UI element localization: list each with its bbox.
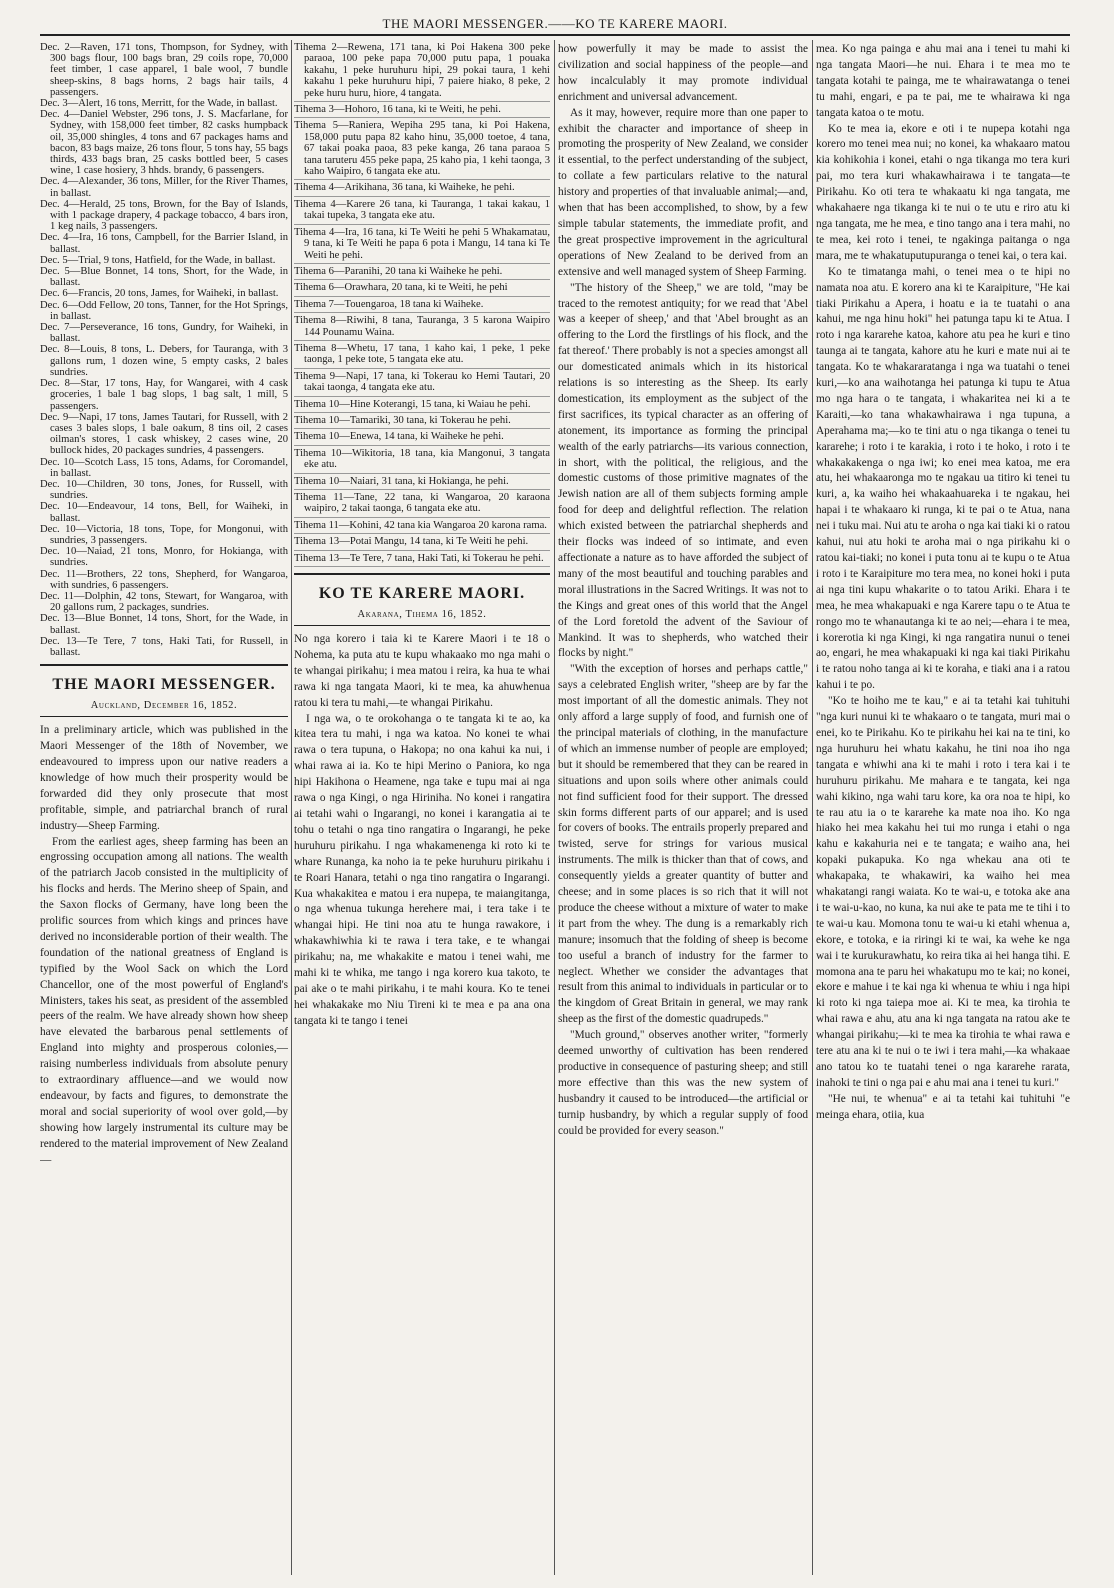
shipping-entry-maori: Tihema 7—Touengaroa, 18 tana ki Waiheke.	[294, 299, 550, 313]
shipping-entry: Dec. 7—Perseverance, 16 tons, Gundry, for Waiheki, in ballast.	[40, 322, 288, 345]
article-paragraph: From the earliest ages, sheep farming has been an engrossing occupation among all nations. The wealth of the patriarch Jacob consisted in the multiplicity of his flocks and herds. The Merino sheep of Spain, and the Saxon flocks of Germany, have long been the prolific sources from which kings and princes have derived no inconsiderable portion of their wealth. The foundation of the national greatness of England is typified by the Wool Sack on which the Lord Chancellor, one of the most powerful of England's Ministers, takes his seat, as president of the assembled peers of the realm. We have already shown how sheep have elevated the barbarous penal settlements of England into mighty and prosperous colonies,—raising numberless individuals from absolute penury to extraordinary affluence—and we would now endeavour, by facts and figures, to demonstrate the moral and social superiority of wool over gold,—by showing how largely instrumental its culture may be rendered to the material improvement of New Zealand—	[40, 835, 288, 1166]
shipping-entry-maori: Tihema 3—Hohoro, 16 tana, ki te Weiti, he pehi.	[294, 104, 550, 118]
header-rule	[40, 34, 1070, 36]
shipping-entry-maori: Tihema 5—Raniera, Wepiha 295 tana, ki Poi Hakena, 158,000 putu papa 82 kaho hinu, 35,000 toetoe, 4 tana, 67 takai poaka paoa, 83 peke kanga, 26 tana paraoa 5 tana taruteru 455 peke papa, 25 kaho pia, 1 kehi taonga, 3 kaho Waipiro, 6 tangata eke atu.	[294, 120, 550, 180]
column-divider	[812, 40, 813, 1575]
article-paragraph: how powerfully it may be made to assist the civilization and social happiness of the people—and how incalculably it may promote individual enrichment and universal advancement.	[558, 43, 808, 103]
english-masthead: THE MAORI MESSENGER.	[52, 676, 276, 694]
shipping-entry-maori: Tihema 4—Karere 26 tana, ki Tauranga, 1 takai kakau, 1 takai tupeka, 3 tangata eke atu.	[294, 199, 550, 225]
article-paragraph: In a preliminary article, which was published in the Maori Messenger of the 18th of November, we endeavoured to impress upon our native readers a knowledge of how much their prosperity would be forwarded did they only prosecute that most profitable, simple, and patriarchal branch of rural industry—Sheep Farming.	[40, 724, 288, 832]
column-3	[558, 42, 808, 1140]
running-header: THE MAORI MESSENGER.——KO TE KARERE MAORI.	[382, 16, 728, 31]
shipping-entry-maori: Tihema 10—Tamariki, 30 tana, ki Tokerau he pehi.	[294, 415, 550, 429]
shipping-entry-maori: Tihema 6—Orawhara, 20 tana, ki te Weiti, he pehi	[294, 282, 550, 296]
shipping-entry: Dec. 10—Endeavour, 14 tons, Bell, for Waiheki, in ballast.	[40, 501, 288, 524]
shipping-entry: Dec. 3—Alert, 16 tons, Merritt, for the Wade, in ballast.	[40, 98, 278, 110]
shipping-entry: Dec. 2—Raven, 171 tons, Thompson, for Sydney, with 300 bags flour, 100 bags bran, 29 coils rope, 70,000 feet timber, 1 case apparel, 1 bale wool, 7 bundle sheep-skins, 8 bags horns, 2 bags hair tails, 4 passengers.	[40, 42, 288, 98]
shipping-entry: Dec. 4—Herald, 25 tons, Brown, for the Bay of Islands, with 1 package drapery, 4 package tobacco, 4 bars iron, 1 keg nails, 3 passengers.	[40, 198, 288, 233]
shipping-list-maori	[294, 42, 550, 567]
shipping-entry: Dec. 5—Trial, 9 tons, Hatfield, for the Wade, in ballast.	[40, 254, 276, 266]
shipping-entry-maori: Tihema 10—Hine Koterangi, 15 tana, ki Waiau he pehi.	[294, 399, 550, 413]
shipping-entry: Dec. 8—Louis, 8 tons, L. Debers, for Tauranga, with 3 gallons rum, 1 dozen wine, 5 empty casks, 2 bales sundries.	[40, 344, 288, 378]
shipping-entry: Dec. 13—Blue Bonnet, 14 tons, Short, for the Wade, in ballast.	[40, 613, 288, 636]
shipping-entry-maori: Tihema 10—Wikitoria, 18 tana, kia Mangonui, 3 tangata eke atu.	[294, 448, 550, 474]
maori-article-part-2	[816, 42, 1070, 1124]
column-1	[40, 42, 288, 1169]
section-rule	[40, 664, 288, 666]
shipping-entry-maori: Tihema 13—Potai Mangu, 14 tana, ki Te Weiti he pehi.	[294, 536, 550, 550]
column-4	[816, 42, 1070, 1124]
shipping-entry-maori: Tihema 9—Napi, 17 tana, ki Tokerau ko Hemi Tautari, 20 takai taonga, 4 tangata eke atu.	[294, 371, 550, 397]
shipping-entry: Dec. 13—Te Tere, 7 tons, Haki Tati, for Russell, in ballast.	[40, 635, 288, 658]
column-divider	[554, 40, 555, 1575]
article-paragraph-maori: Ko te timatanga mahi, o tenei mea o te hipi no namata noa atu. E korero ana ki te Karaipiture, "He kai tiaki Pirikahu a Apera, i hoatu e ia te tuatahi o ana kahui, me nga hinu hoki" hei patunga tapu ki te Atua. I roto i nga kararehe katoa, kahore atu pea he kuri e tino taunga ai te tangata, kahore atu he kuri e mate nui ai te tangata. Ko te whakararatanga i nga wa tuatahi o tenei kuri,—ko ana waihotanga hei patunga ki tupu te Atua mo nga hara o te tangata, i whakaritea nei ki a te Karaiti,—ko tana whakawhairawa i nga tupuna, a Aperahama ma;—ko te tini atu o nga tikanga o tenei tu kararehe; i roto i te karakia, i roto i te hoko, i roto i te whakakakenga o nga iwi; ko enei mea katoa, me era atu, hei whakaaronga mo te ngakau ua titiro ki tenei tu kuri, a, ka waiho hei whakaahuareka i te ngakau, hei hapai i te whakaaro ki runga, ki te pai o te Atua, nana nei i tuku mai. Nui atu te aroha o nga kai tiaki ki o ratou kahui, nui atu hoki te aroha mai o nga pirikahu ki o ratou kai-tiaki; no konei i puta tonu ai te kupu o te Atua i roto i te Karaipiture mo tera mea, no konei hoki i puta ai nga tini kupu whakarite o to tatou Ariki. Ehara i te mea, he mea whakapuaki e nga Karere tapu o te Atua te rongo mo te whanautanga ki te ao nei;—ehara i te mea, i korerotia ki nga Kingi, ki nga rangatira nunui o tenei ao, engari, he mea whakapuaki ki nga kai tiaki Pirikahu i te ratou noho tanga ai ki te koraha, e tiaki ana i a ratou kahui i te po.	[816, 265, 1070, 692]
maori-article-part-1	[294, 632, 550, 1030]
shipping-entry-maori: Tihema 4—Ira, 16 tana, ki Te Weiti he pehi 5 Whakamatau, 9 tana, ki Te Weiti he papa 6 pota i Mangu, 14 tana ki Te Weiti he pehi.	[294, 227, 550, 264]
article-paragraph-maori: I nga wa, o te orokohanga o te tangata ki te ao, ka kitea tera tu mahi, i nga wa katoa. No konei te whai rawa o tera tupuna, o Hakopa; no ona kahui ka nui, i whai rawa ai ia. Ko te hipi Merino o Paniora, ko nga hipi Hakihona o Heamene, nga take e tupu mai ai nga rawa o nga Kingi, o nga Hiriniha. No konei i rangatira ai tetahi wahi o Ingarangi, no konei i karangatia ai te tohu o tetahi o nga tino rangatira o Ingarangi, he peke huruhuru pirikahu. I nga whakamenenga ki roto ki te whare Runanga, ka noho ia te peke huruhuru pirikahu i te Roari Hanara, tetahi o nga tino rangatira o Ingarangi. Kua whakakitea e matou i era nupepa, te maiangitanga, o nga whenua tukunga herehere mai, i tera take i te whangai hipi. He tini noa atu te hunga rawakore, i whakawhiwhia ki te rawa i tera take, e te whangai pirikahu; na, me whakakite e matou i tenei wahi, me mahi ki te whika, me tango i nga korero kua takoto, te pai ake o te mahi pirikahu, i te mahi koura. Ko te tenei hei whakakake mo Niu Tireni ki te mea e pa ana ona tangata ki te tango i tenei	[294, 712, 550, 1027]
shipping-entry: Dec. 4—Daniel Webster, 296 tons, J. S. Macfarlane, for Sydney, with 158,000 feet timber, 82 casks humpback oil, 35,000 shingles, 4 tons and 67 packages hams and bacon, 83 bags maize, 26 tons flour, 5 tons hay, 55 bags thirds, 433 bags bran, 25 casks bottled beer, 5 cases wine, 1 case hosiery, 3 hhds. brandy, 6 passengers.	[40, 109, 288, 177]
shipping-entry: Dec. 4—Alexander, 36 tons, Miller, for the River Thames, in ballast.	[40, 176, 288, 199]
shipping-entry: Dec. 11—Brothers, 22 tons, Shepherd, for Wangaroa, with sundries, 6 passengers.	[40, 568, 288, 591]
shipping-entry-maori: Tihema 11—Kohini, 42 tana kia Wangaroa 20 karona rama.	[294, 520, 550, 534]
article-paragraph: "With the exception of horses and perhaps cattle," says a celebrated English writer, "sheep are by far the most important of all the domestic animals. They not only afford a large supply of food, and furnish one of the principal materials of clothing, in the manufacture of which an immense number of people are employed; but it should be remembered that they can be reared in situations and upon soils where other animals could not find sufficient food for their support. The dressed skin forms different parts of our apparel; and is used for covers of books. The entrails properly prepared and twisted, serve for strings for various musical instruments. The milk is thicker than that of cows, and consequently yields a greater quantity of butter and cheese; and in some places is so rich that it will not produce the cheese without a mixture of water to make it part from the whey. The dung is a remarkably rich manure; insomuch that the folding of sheep is become too useful a branch of industry for the farmer to neglect. Whether we consider the advantages that result from this animal to individuals in particular or to the kingdom of Great Britain in general, we may rank sheep as the first of the domestic quadrupeds."	[558, 663, 808, 1026]
shipping-entry-maori: Tihema 10—Naiari, 31 tana, ki Hokianga, he pehi.	[294, 476, 550, 490]
shipping-entry: Dec. 4—Ira, 16 tons, Campbell, for the Barrier Island, in ballast.	[40, 232, 288, 255]
english-article-part-2	[558, 42, 808, 1140]
column-divider	[291, 40, 292, 1575]
article-paragraph-maori: mea. Ko nga painga e ahu mai ana i tenei tu mahi ki nga tangata Maori—he nui. Ehara i te mea mo te tangata kotahi te painga, me te whairawatanga o tenei tu mahi, engari, e pa te pai, me te whairawa ki nga tangata katoa o te motu.	[816, 43, 1070, 119]
shipping-entry: Dec. 9—Napi, 17 tons, James Tautari, for Russell, with 2 cases 3 bales slops, 1 bale oakum, 8 tins oil, 2 cases oilman's stores, 1 cask whiskey, 2 cases wine, 20 bullock hides, 20 packages sundries, 4 passengers.	[40, 411, 288, 457]
maori-masthead: KO TE KARERE MAORI.	[318, 585, 526, 603]
shipping-entry: Dec. 10—Scotch Lass, 15 tons, Adams, for Coromandel, in ballast.	[40, 456, 288, 479]
english-dateline: Auckland, December 16, 1852.	[40, 700, 288, 717]
shipping-entry: Dec. 6—Francis, 20 tons, James, for Waiheki, in ballast.	[40, 288, 279, 300]
section-rule	[294, 573, 550, 575]
article-paragraph: As it may, however, require more than one paper to exhibit the character and importance of sheep in promoting the prosperity of New Zealand, we consider it essential, to the perfect understanding of the subject, to collate a few particulars relative to the natural history and properties of that invaluable animal;—and, when that has been accomplished, to show, by a few simple tabular statements, the immediate profit, and the great prospective improvement in the agricultural operations of New Zealand to be derived from an extensive and well managed system of Sheep Farming.	[558, 106, 808, 278]
article-paragraph-maori: "He nui, te whenua" e ai ta tetahi kai tuhituhi "e meinga ehara, otiia, kua	[816, 1092, 1070, 1121]
article-paragraph: "The history of the Sheep," we are told, "may be traced to the remotest antiquity; for we read that 'Abel was a keeper of sheep,' and that 'Abel brought as an offering to the Lord the firstlings of his flock, and the fat thereof.' There probably is not a species amongst all our domesticated animals which in its historical relations is so interesting as the Sheep. Its early domestication, its employment as the subject of the first sacrifices, its typical character as an offering of atonement, its importance as forming the principal wealth of the early patriarchs—its various connection, in short, with the political, the religious, and the domestic customs of those primitive magnates of the Jewish nation are all of them subjects forming ample food for deep and delightful reflection. The relation which existed between the patriarchal shepherds and their flocks was indeed of so intimate, and even affectionate a nature as to have afforded the subject of many of the most beautiful and touching parables and moral illustrations in the Sacred Writings. It was not to the Kings and great ones of this world that the Angel of the Lord foretold the advent of the Saviour of Mankind. It was to shepherds, who watched their flocks by night."	[558, 281, 808, 660]
shipping-entry-maori: Tihema 8—Whetu, 17 tana, 1 kaho kai, 1 peke, 1 peke taonga, 1 peke tote, 5 tangata eke atu.	[294, 343, 550, 369]
shipping-entry-maori: Tihema 8—Riwihi, 8 tana, Tauranga, 3 5 karona Waipiro 144 Pounamu Waina.	[294, 315, 550, 341]
shipping-entry: Dec. 11—Dolphin, 42 tons, Stewart, for Wangaroa, with 20 gallons rum, 2 packages, sundries.	[40, 590, 288, 614]
article-paragraph-maori: "Ko te hoiho me te kau," e ai ta tetahi kai tuhituhi "nga kuri nunui ki te whakaaro o te tangata, muri mai o enei, ko te Pirikahu. Ko te pirikahu hei kai na te tini, ko nga huruhuru hei whatu kakahu, he tini noa iho nga tangata e whiwhi ana ki te mahi i roto i tera kai i te huruhuru pirikahu. Me mahara e te tangata, kei nga wahi kikino, nga wahi taru kore, ka ora noa te hipi, ko te rau atu ia o te kararehe ka mate noa iho. Ko nga hiako hei mea kakahu hei tui mo runga i etahi o nga kahu e kakahuria nei e te tangata; e waiho ana, hei kopaki pukapuka. Ko nga whekau ana oti te whakapaka, te whakawiri, ka waiho hei mea whakatangi rangi waiata. Ko te wai-u, e totoka ake ana i te wai-u-kao, no kuna, ka nui ake te pata me te tihi i to te wai-u kau. Momona tonu te wai-u ki etahi whenua a, ekore, e totoka, e ia riringi ki te wai, ka wehe ke nga wai i te kurukurawhatu, ko reira tika ai hei hanga tihi. E momona ana te paru hei whakatupu mo te kai; no konei, ekore e mahue i te kai nga ki whenua te whiu i nga hipi ki roto ki nga taiepa moe ai. Ki te mea, ka tirohia te whai rawa e ahu, atu ana ki nga tangata na ratou ake te whangai pirikahu;—ki te mea ka tirohia te whai rawa e tere atu ana ki te nui o te iwi i tera mahi,—ka whakaae ano tatou ko te tuatahi tenei o nga kararehe rarata, inahoki te tini o nga pai e ahu mai ana i tenei tu kuri."	[816, 695, 1070, 1089]
article-paragraph-maori: Ko te mea ia, ekore e oti i te nupepa kotahi nga korero mo tenei mea nui; no konei, ka whakaaro matou kia kohikohia i konei, etahi o nga tikanga mo tera kuri pai, mo tera kuri whakawhairawa i te tangata—te Pirikahu. Ko oti tera te whakaatu ki nga tangata, me whakahaere nga tikanga ki te nui o te utu e riro atu ki nga tangata, me he mea, e tino tango ana i tera mahi, no te mea, kei roto i tenei, te ngakinga paitanga o nga mara, me te whakatuputupuranga o tenei kai, o tera kai.	[816, 122, 1070, 262]
shipping-entry: Dec. 8—Star, 17 tons, Hay, for Wangarei, with 4 cask groceries, 1 bale 1 bag slops, 1 bag salt, 1 mill, 5 passengers.	[40, 378, 288, 412]
article-paragraph-maori: No nga korero i taia ki te Karere Maori i te 18 o Nohema, ka puta atu te kupu whakaako mo nga mahi o te whangai pirikahu; i mea matou i reira, ka hua te whai rawa ki nga tangata Maori, ki te mea, ka ahuwhenua ratou ki tera tu mahi,—te whangai Pirikahu.	[294, 633, 550, 709]
article-paragraph: "Much ground," observes another writer, "formerly deemed unworthy of cultivation has been rendered productive in consequence of pasturing sheep; and still more effective than this was the new system of husbandry it caused to be introduced—the artificial or turnip husbandry, by which a regular supply of food could be provided for every season."	[558, 1029, 808, 1137]
shipping-entry-maori: Tihema 4—Arikihana, 36 tana, ki Waiheke, he pehi.	[294, 182, 550, 196]
shipping-entry: Dec. 10—Victoria, 18 tons, Tope, for Mongonui, with sundries, 3 passengers.	[40, 523, 288, 546]
column-2	[294, 42, 550, 1030]
shipping-entry: Dec. 10—Children, 30 tons, Jones, for Russell, with sundries.	[40, 478, 288, 502]
shipping-entry: Dec. 6—Odd Fellow, 20 tons, Tanner, for the Hot Springs, in ballast.	[40, 299, 288, 322]
shipping-entry-maori: Tihema 2—Rewena, 171 tana, ki Poi Hakena 300 peke paraoa, 100 peke papa 70,000 putu papa, 1 pouaka kakahu, 1 peke huruhuru hipi, 29 pokai taura, 1 kehi kakahu 1 peke huruhuru hipi, 7 paiere hiako, 8 peke, 2 peke huru huru, hiore, 4 tangata.	[294, 42, 550, 102]
shipping-entry-maori: Tihema 13—Te Tere, 7 tana, Haki Tati, ki Tokerau he pehi.	[294, 553, 550, 567]
shipping-list-english	[40, 42, 288, 658]
shipping-entry-maori: Tihema 10—Enewa, 14 tana, ki Waiheke he pehi.	[294, 431, 550, 445]
english-article-part-1	[40, 723, 288, 1168]
shipping-entry: Dec. 5—Blue Bonnet, 14 tons, Short, for the Wade, in ballast.	[40, 266, 288, 289]
shipping-entry-maori: Tihema 11—Tane, 22 tana, ki Wangaroa, 20 karaona waipiro, 2 takai taonga, 6 tangata eke atu.	[294, 492, 550, 518]
shipping-entry-maori: Tihema 6—Paranihi, 20 tana ki Waiheke he pehi.	[294, 266, 550, 280]
maori-dateline: Akarana, Tihema 16, 1852.	[294, 609, 550, 626]
shipping-entry: Dec. 10—Naiad, 21 tons, Monro, for Hokianga, with sundries.	[40, 546, 288, 569]
